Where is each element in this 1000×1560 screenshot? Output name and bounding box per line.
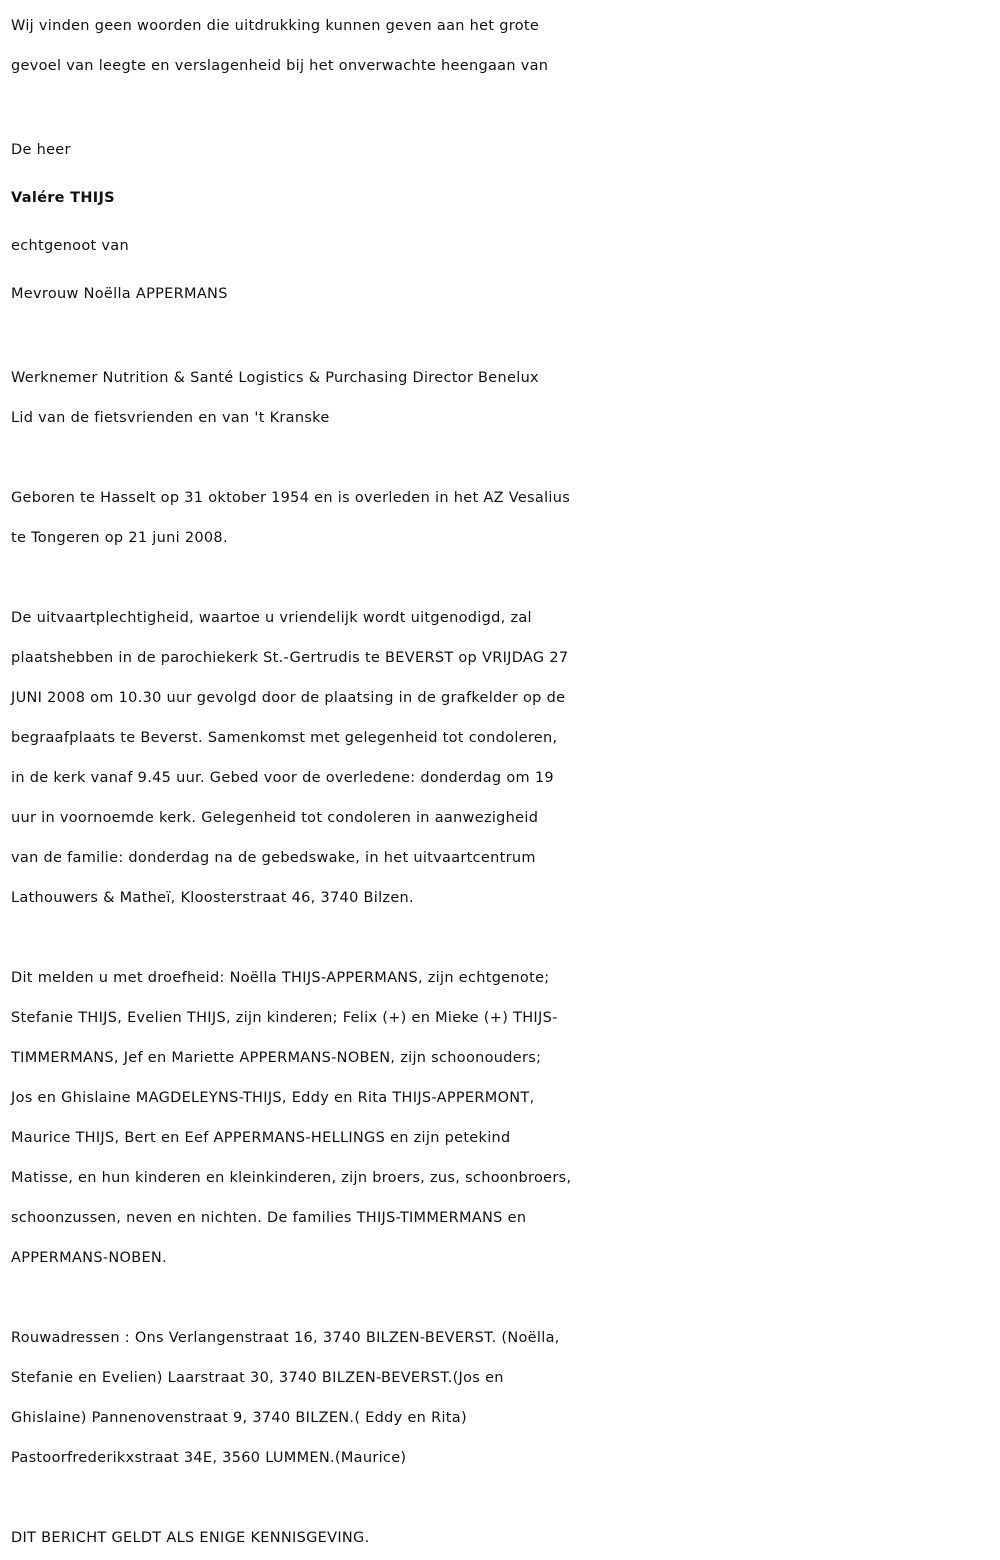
intro-line: gevoel van leegte en verslagenheid bij het onverwachte heengaan van [11, 58, 549, 74]
spacer [11, 1278, 990, 1318]
spacer [11, 438, 990, 478]
birth-death-line: Geboren te Hasselt op 31 oktober 1954 en is overleden in het AZ Vesalius [11, 490, 571, 506]
family-line: schoonzussen, neven en nichten. De families THIJS-TIMMERMANS en [11, 1210, 527, 1226]
spouse-name: Mevrouw Noëlla APPERMANS [11, 286, 228, 302]
family-line: APPERMANS-NOBEN. [11, 1250, 167, 1266]
occupation-section [11, 358, 990, 438]
address-line: Rouwadressen : Ons Verlangenstraat 16, 3740 BILZEN-BEVERST. (Noëlla, [11, 1330, 560, 1346]
person-section [11, 126, 990, 318]
intro-section [11, 6, 990, 86]
family-line: Matisse, en hun kinderen en kleinkinderen, zijn broers, zus, schoonbroers, [11, 1170, 572, 1186]
ceremony-line: van de familie: donderdag na de gebedswake, in het uitvaartcentrum [11, 850, 536, 866]
ceremony-line: JUNI 2008 om 10.30 uur gevolgd door de plaatsing in de grafkelder op de [11, 690, 566, 706]
addresses-section [11, 1318, 990, 1478]
birth-death-line: te Tongeren op 21 juni 2008. [11, 530, 228, 546]
person-title: De heer [11, 142, 71, 158]
address-line: Stefanie en Evelien) Laarstraat 30, 3740 BILZEN-BEVERST.(Jos en [11, 1370, 504, 1386]
family-line: Jos en Ghislaine MAGDELEYNS-THIJS, Eddy en Rita THIJS-APPERMONT, [11, 1090, 535, 1106]
ceremony-line: begraafplaats te Beverst. Samenkomst met gelegenheid tot condoleren, [11, 730, 558, 746]
person-name: Valére THIJS [11, 190, 115, 206]
ceremony-section [11, 598, 990, 918]
occupation-line: Lid van de fietsvrienden en van 't Kranske [11, 410, 330, 426]
birth-death-section [11, 478, 990, 558]
family-line: Maurice THIJS, Bert en Eef APPERMANS-HELLINGS en zijn petekind [11, 1130, 511, 1146]
person-relation: echtgenoot van [11, 238, 129, 254]
family-line: TIMMERMANS, Jef en Mariette APPERMANS-NOBEN, zijn schoonouders; [11, 1050, 542, 1066]
spacer [11, 918, 990, 958]
family-section [11, 958, 990, 1278]
closing-notice: DIT BERICHT GELDT ALS ENIGE KENNISGEVING. [11, 1530, 370, 1546]
address-line: Pastoorfrederikxstraat 34E, 3560 LUMMEN.(Maurice) [11, 1450, 407, 1466]
ceremony-line: Lathouwers & Matheï, Kloosterstraat 46, 3740 Bilzen. [11, 890, 414, 906]
ceremony-line: uur in voornoemde kerk. Gelegenheid tot condoleren in aanwezigheid [11, 810, 539, 826]
occupation-line: Werknemer Nutrition & Santé Logistics & Purchasing Director Benelux [11, 370, 539, 386]
spacer [11, 1478, 990, 1518]
ceremony-line: in de kerk vanaf 9.45 uur. Gebed voor de overledene: donderdag om 19 [11, 770, 554, 786]
intro-line: Wij vinden geen woorden die uitdrukking kunnen geven aan het grote [11, 18, 540, 34]
spacer [11, 318, 990, 358]
ceremony-line: plaatshebben in de parochiekerk St.-Gertrudis te BEVERST op VRIJDAG 27 [11, 650, 569, 666]
address-line: Ghislaine) Pannenovenstraat 9, 3740 BILZEN.( Eddy en Rita) [11, 1410, 467, 1426]
spacer [11, 558, 990, 598]
ceremony-line: De uitvaartplechtigheid, waartoe u vriendelijk wordt uitgenodigd, zal [11, 610, 532, 626]
family-line: Dit melden u met droefheid: Noëlla THIJS-APPERMANS, zijn echtgenote; [11, 970, 550, 986]
spacer [11, 86, 990, 126]
family-line: Stefanie THIJS, Evelien THIJS, zijn kinderen; Felix (+) en Mieke (+) THIJS- [11, 1010, 558, 1026]
